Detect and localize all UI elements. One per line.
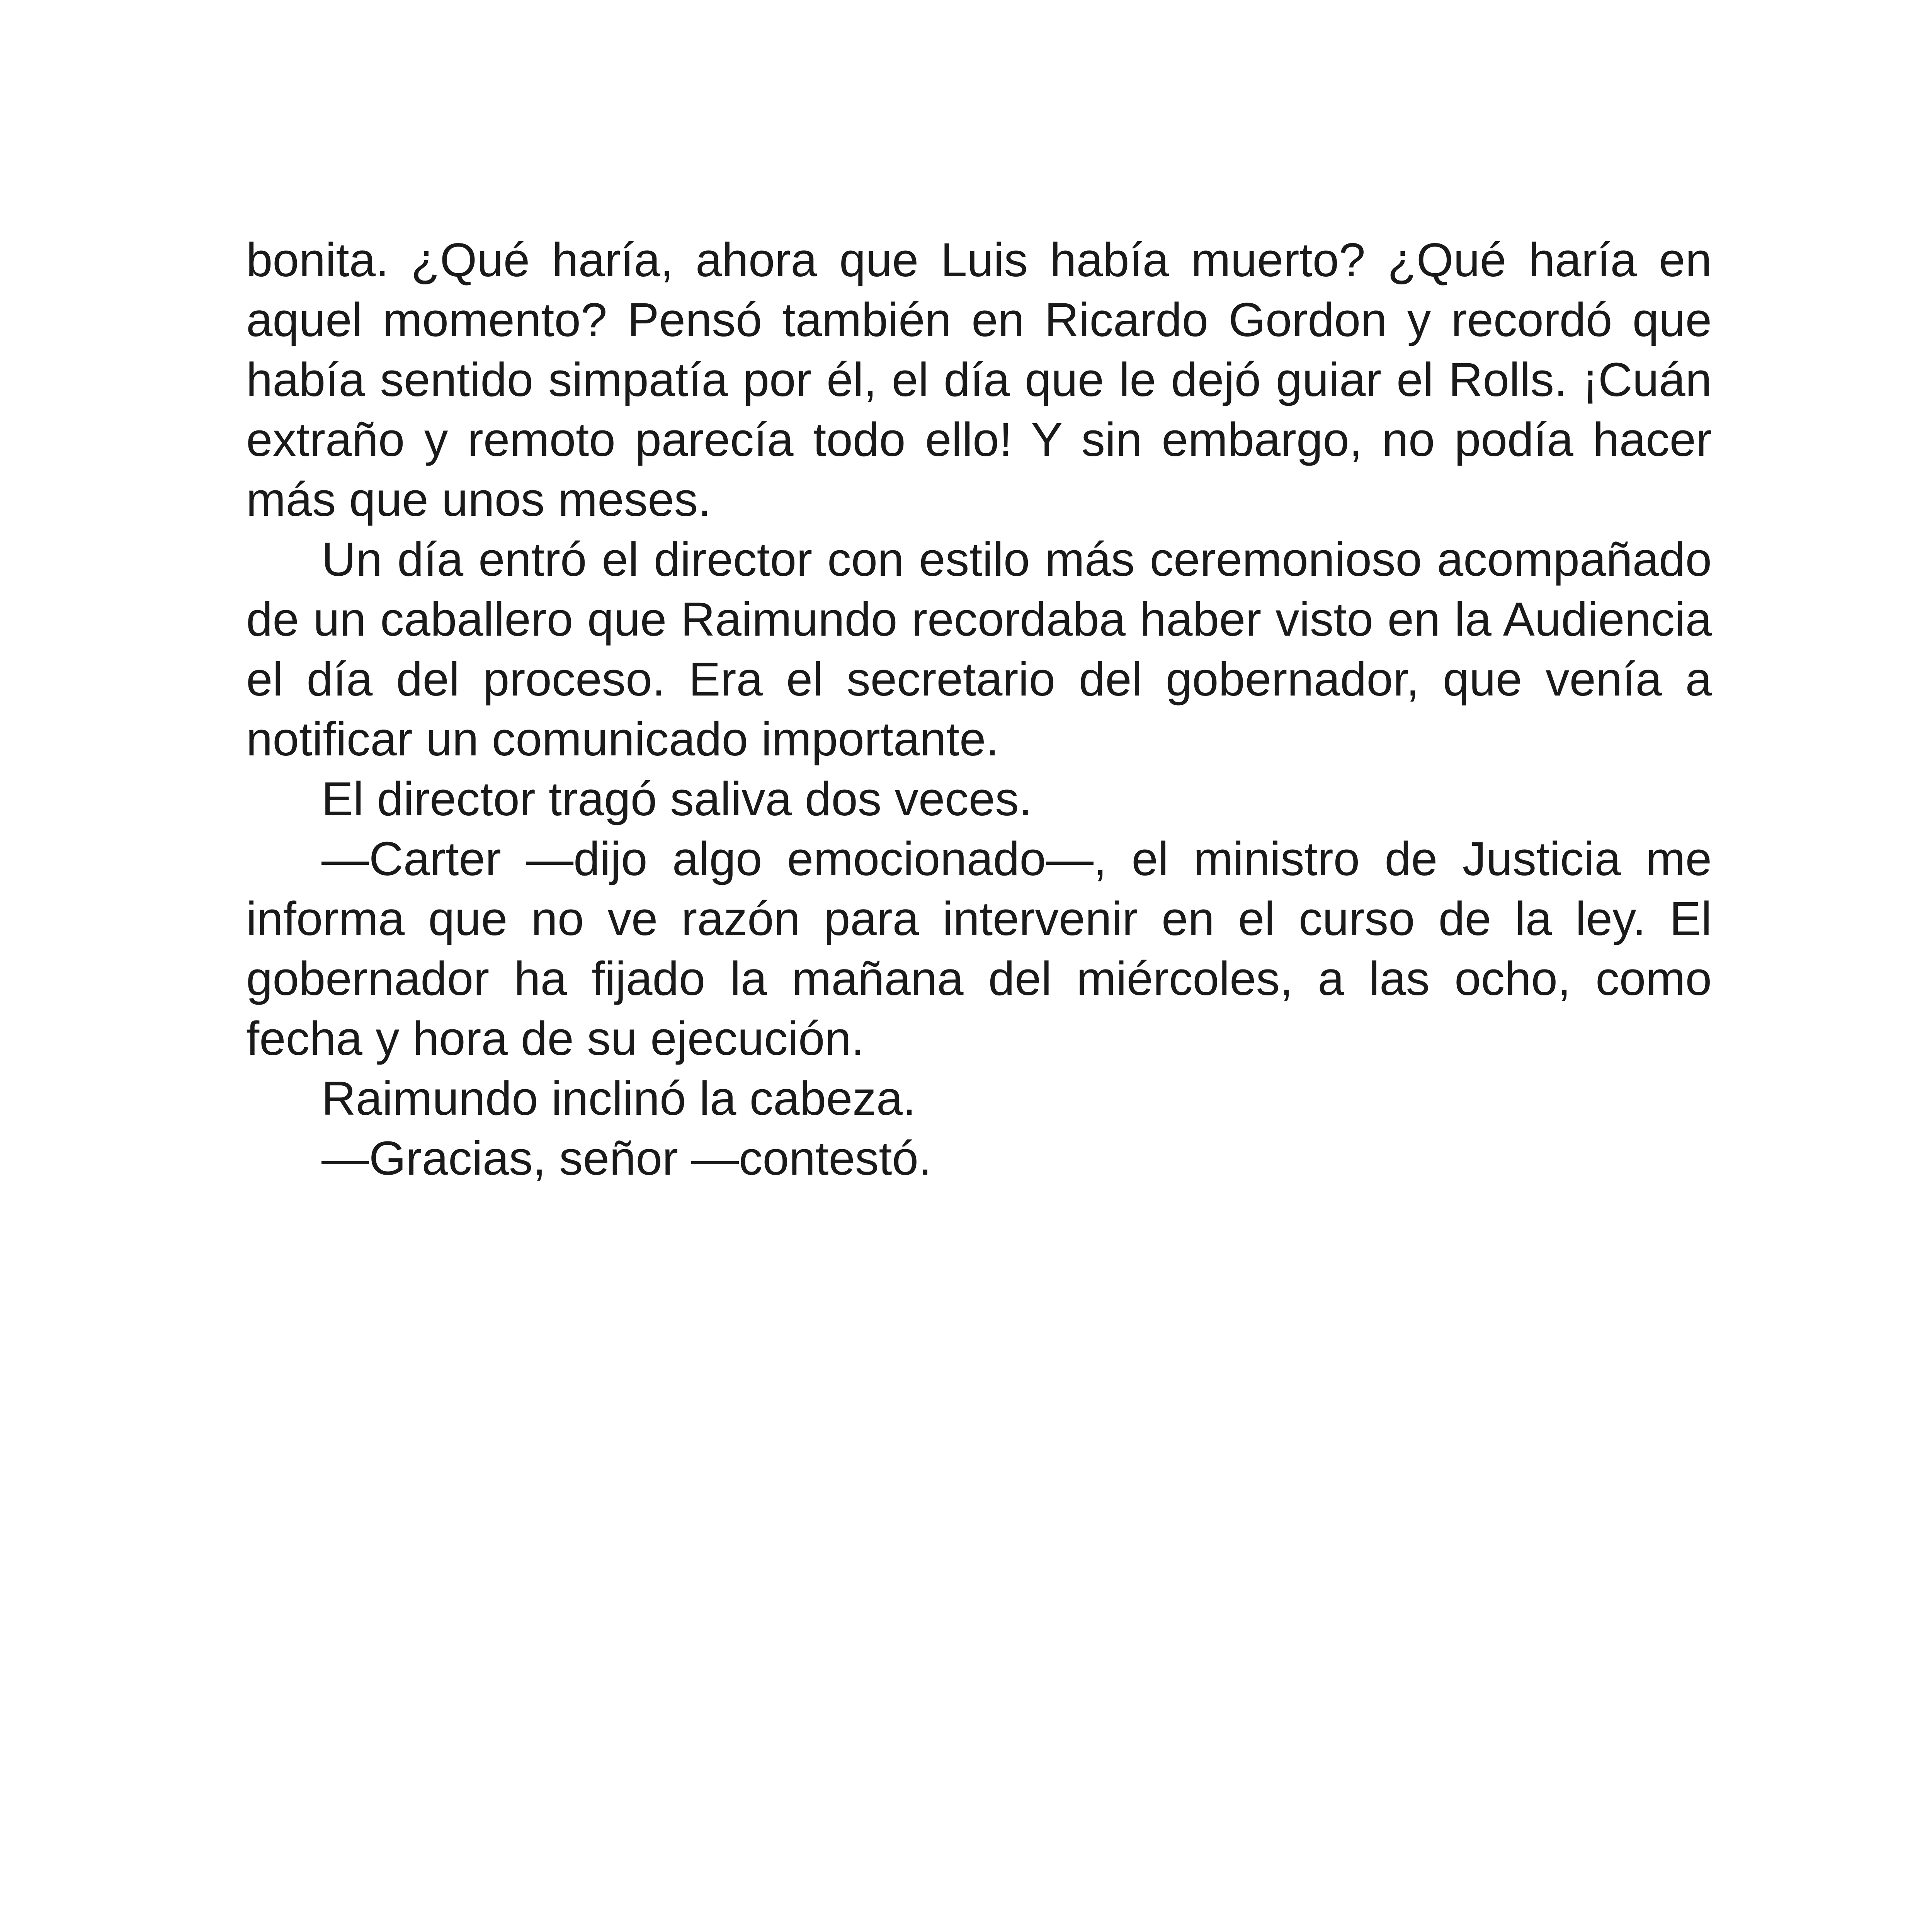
paragraph-4: —Carter —dijo algo emocionado—, el ministro de Justicia me informa que no ve razón para intervenir en el curso de la ley. El gobernador ha fijado la mañana del miércoles, a las ocho, como fecha y hora de su ejecución. — [246, 833, 1712, 1065]
body-text — [246, 230, 1712, 1189]
paragraph-6: —Gracias, señor —contestó. — [321, 1132, 932, 1185]
paragraph-1: bonita. ¿Qué haría, ahora que Luis había muerto? ¿Qué haría en aquel momento? Pensó también en Ricardo Gordon y recordó que había sentido simpatía por él, el día que le dejó guiar el Rolls. ¡Cuán extraño y remoto parecía todo ello! Y sin embargo, no podía hacer más que unos meses. — [246, 234, 1712, 526]
paragraph-5: Raimundo inclinó la cabeza. — [321, 1072, 916, 1125]
paragraph-3: El director tragó saliva dos veces. — [321, 773, 1032, 826]
paragraph-2: Un día entró el director con estilo más ceremonioso acompañado de un caballero que Raimundo recordaba haber visto en la Audiencia el día del proceso. Era el secretario del gobernador, que venía a notificar un comunicado importante. — [246, 533, 1712, 766]
